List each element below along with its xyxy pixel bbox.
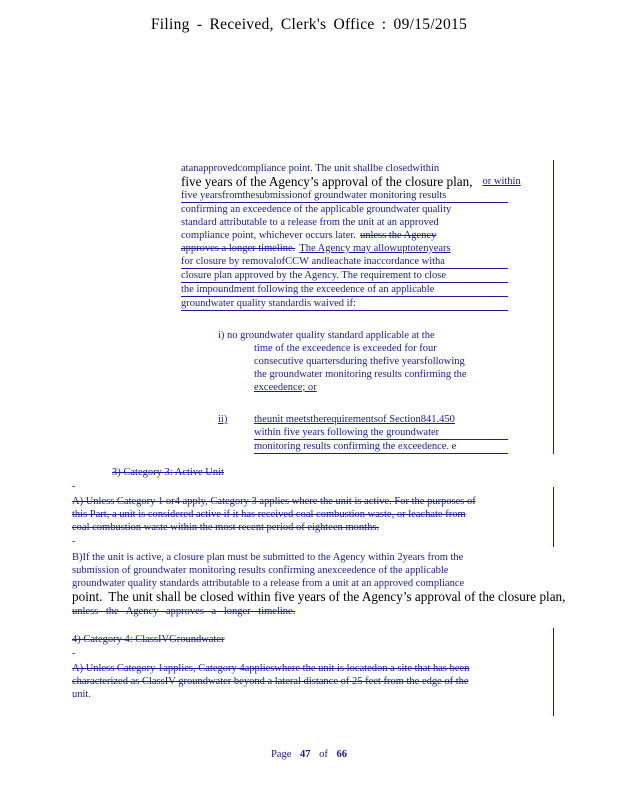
deleted-text: unless the Agency [359,230,437,241]
category-3-para-a [72,495,536,534]
text-line [72,605,522,618]
text-line: i) no groundwater quality standard applicable at the [218,330,435,341]
deleted-text: A) Unless Category 1 or4 apply, Category 3 applies where the unit is active. For the purposes of [72,496,476,507]
text-line: monitoring results confirming the exceedence. e [254,440,508,454]
text-run: compliance point, whichever occurs later. [181,230,356,241]
deleted-text: 4) Category 4: ClassIVGroundwater [72,634,225,645]
text-line: atanapprovedcompliance point. The unit shallbe closedwithin [181,163,440,174]
text-line: B)If the unit is active, a closure plan must be submitted to the Agency within 2years from the [72,552,464,563]
text-line: submission of groundwater monitoring results confirming anexceedence of the applicable [72,565,449,576]
text-line: groundwater quality standardis waived if: [181,297,508,311]
revision-bar [553,628,554,716]
inserted-text: five years of the Agency’s approval of the closure plan, [181,174,473,189]
revision-bar [553,487,554,547]
text-line: for closure by removalofCCW andleachate inaccordance witha [181,255,508,269]
text-line: standard attributable to a release from the unit at an approved [181,217,439,228]
inserted-text: exceedence; or [254,382,317,393]
text-line: the groundwater monitoring results confirming the [254,369,467,380]
text-run: point. [72,589,103,604]
item-i-paragraph [218,329,494,394]
inserted-text: The unit shall be closed within five years of the Agency’s approval of the closure plan, [108,589,566,604]
deleted-text: A) Unless Category 1applies, Category 4applieswhere the unit is locatedon a site that has been [72,663,470,674]
revision-bar [553,160,554,454]
deleted-text: characterized as ClassIV groundwater beyond a lateral distance of 25 feet from the edge of the [72,676,469,687]
text-line [181,229,508,242]
text-line: five yearsfromthesubmissionof groundwater monitoring results [181,189,508,203]
text-line: groundwater quality standards attributable to a release from a unit at an approved compliance [72,578,465,589]
of-label: of [319,749,328,760]
text-line: the impoundment following the exceedence of an applicable [181,283,508,297]
filing-stamp-header: Filing - Received, Clerk's Office : 09/15/2015 [150,16,468,33]
deleted-text: coal combustion waste within the most recent period of eighteen months. [72,522,380,533]
text-line [181,174,521,189]
closure-paragraph [181,162,521,311]
page-footer [0,749,618,760]
text-line: consecutive quartersduring thefive yearsfollowing [254,356,465,367]
deleted-text: this Part, a unit is considered active if it has received coal combustion waste, or leachate from [72,509,466,520]
inserted-text: theunit meetstherequirementsof Section841.450 [254,414,455,425]
category-4-para-a [72,662,526,701]
inserted-text: The Agency may allowuptotenyears [299,243,451,254]
text-line: time of the exceedence is exceeded for four [254,343,437,354]
inserted-text: or within [482,176,521,187]
page-number: 47 [300,749,311,760]
deleted-text: unless the Agency approves a longer timeline. [72,606,296,617]
page-label: Page [270,749,292,760]
section-4-heading [72,633,262,646]
text-line [218,413,508,426]
item-label: ii) [218,414,228,425]
deleted-text: approves a longer timeline. [181,243,296,254]
text-line [181,242,508,255]
total-pages: 66 [336,749,348,760]
category-3-para-b [72,551,566,618]
paragraph-mark: - [72,481,76,492]
text-line [72,589,566,605]
paragraph-mark: - [72,648,76,659]
text-line: within five years following the groundwater [254,426,508,440]
text-line: unit. [72,689,91,700]
paragraph-mark: - [72,536,76,547]
text-line [254,381,494,394]
section-3-heading [112,466,272,479]
text-line: confirming an exceedence of the applicable groundwater quality [181,204,452,215]
item-ii-paragraph [218,413,508,454]
text-line: closure plan approved by the Agency. The requirement to close [181,269,508,283]
deleted-text: 3) Category 3: Active Unit [112,467,224,478]
